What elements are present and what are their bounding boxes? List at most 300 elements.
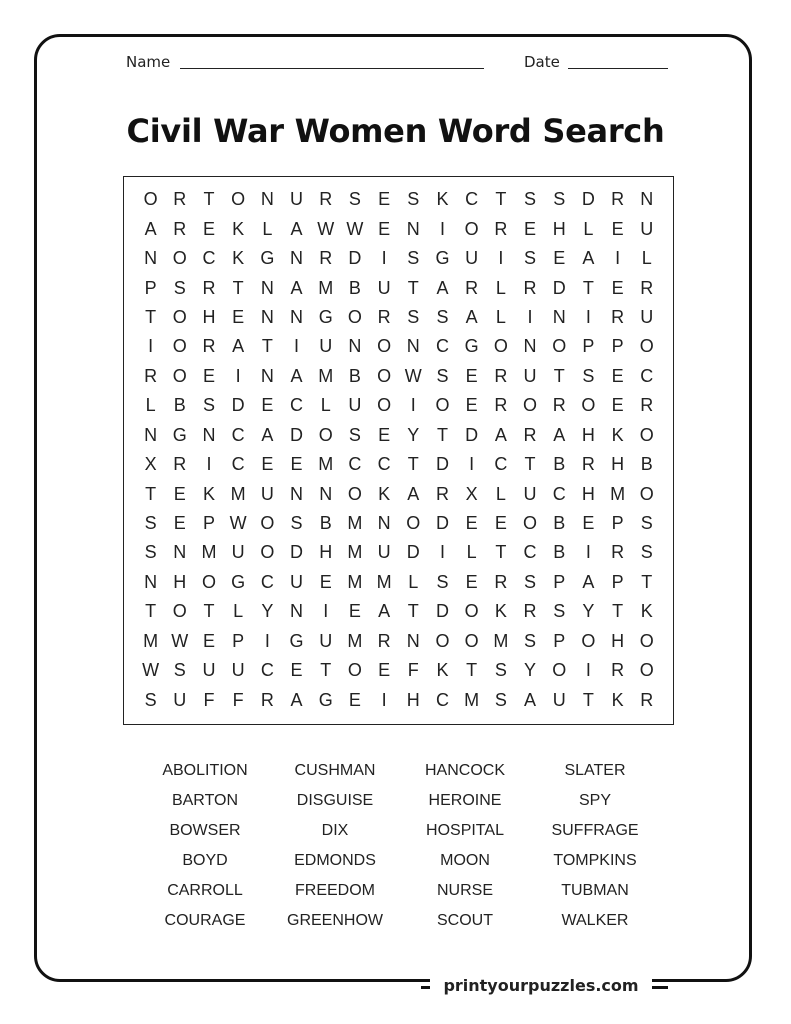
grid-cell: T bbox=[641, 571, 653, 592]
grid-cell: N bbox=[319, 483, 333, 504]
grid-cell: E bbox=[378, 189, 391, 210]
grid-cell: K bbox=[232, 248, 245, 269]
word-list-item: BARTON bbox=[171, 792, 239, 809]
grid-cell: P bbox=[553, 571, 566, 592]
grid-cell: G bbox=[260, 248, 275, 269]
grid-cell: O bbox=[639, 424, 654, 445]
grid-cell: S bbox=[348, 189, 361, 210]
grid-cell: G bbox=[464, 336, 479, 357]
word-list-item: SUFFRAGE bbox=[551, 822, 639, 839]
grid-cell: O bbox=[201, 571, 216, 592]
grid-cell: I bbox=[235, 365, 241, 386]
grid-cell: U bbox=[231, 542, 245, 563]
grid-cell: N bbox=[260, 306, 274, 327]
grid-cell: S bbox=[524, 189, 537, 210]
grid-cell: S bbox=[290, 513, 303, 534]
grid-cell: S bbox=[553, 189, 566, 210]
grid-cell: U bbox=[290, 571, 304, 592]
grid-cell: U bbox=[523, 365, 537, 386]
grid-cell: N bbox=[406, 630, 420, 651]
grid-cell: E bbox=[465, 513, 478, 534]
grid-cell: E bbox=[378, 660, 391, 681]
grid-cell: H bbox=[173, 571, 187, 592]
grid-cell: U bbox=[377, 277, 391, 298]
grid-cell: M bbox=[347, 542, 363, 563]
grid-cell: U bbox=[202, 660, 216, 681]
grid-cell: I bbox=[381, 689, 387, 710]
grid-cell: O bbox=[464, 630, 479, 651]
grid-cell: T bbox=[436, 424, 448, 445]
grid-cell: O bbox=[172, 336, 187, 357]
grid-cell: M bbox=[318, 277, 334, 298]
grid-cell: I bbox=[323, 601, 329, 622]
grid-cell: P bbox=[144, 277, 157, 298]
grid-cell: E bbox=[611, 277, 624, 298]
name-label: Name bbox=[126, 53, 171, 71]
grid-cell: D bbox=[290, 424, 304, 445]
grid-cell: K bbox=[611, 424, 624, 445]
grid-cell: O bbox=[523, 513, 538, 534]
grid-cell: O bbox=[493, 336, 508, 357]
grid-cell: G bbox=[318, 689, 333, 710]
grid-cell: S bbox=[524, 248, 537, 269]
word-list-item: TUBMAN bbox=[561, 882, 629, 899]
grid-cell: C bbox=[523, 542, 537, 563]
grid-cell: R bbox=[435, 483, 449, 504]
grid-cell: R bbox=[377, 306, 391, 327]
grid-cell: F bbox=[232, 689, 244, 710]
grid-cell: R bbox=[523, 277, 537, 298]
grid-cell: E bbox=[611, 365, 624, 386]
grid-cell: W bbox=[404, 365, 422, 386]
grid-cell: I bbox=[439, 218, 445, 239]
grid-cell: L bbox=[641, 248, 652, 269]
grid-cell: T bbox=[203, 601, 215, 622]
grid-cell: B bbox=[348, 277, 361, 298]
grid-cell: C bbox=[260, 571, 274, 592]
word-list-item: SPY bbox=[578, 792, 611, 809]
date-line[interactable] bbox=[568, 68, 668, 69]
grid-cell: M bbox=[376, 571, 392, 592]
grid-cell: R bbox=[523, 424, 537, 445]
grid-cell: S bbox=[494, 660, 507, 681]
grid-cell: F bbox=[203, 689, 215, 710]
grid-cell: R bbox=[581, 454, 595, 475]
grid-cell: E bbox=[348, 601, 361, 622]
grid-cell: U bbox=[231, 660, 245, 681]
grid-cell: T bbox=[553, 365, 565, 386]
grid-cell: O bbox=[523, 395, 538, 416]
word-list-item: NURSE bbox=[436, 882, 493, 899]
grid-cell: K bbox=[202, 483, 215, 504]
grid-cell: H bbox=[406, 689, 420, 710]
grid-cell: B bbox=[348, 365, 361, 386]
grid-cell: E bbox=[465, 571, 478, 592]
grid-cell: I bbox=[148, 336, 154, 357]
page-title: Civil War Women Word Search bbox=[126, 112, 665, 150]
grid-cell: M bbox=[610, 483, 626, 504]
grid-cell: D bbox=[435, 454, 449, 475]
grid-cell: O bbox=[377, 336, 392, 357]
grid-cell: T bbox=[407, 277, 419, 298]
grid-cell: I bbox=[527, 306, 533, 327]
grid-cell: M bbox=[464, 689, 480, 710]
grid-cell: A bbox=[582, 248, 595, 269]
grid-cell: R bbox=[552, 395, 566, 416]
grid-cell: M bbox=[347, 571, 363, 592]
grid-cell: E bbox=[202, 365, 215, 386]
grid-cell: N bbox=[377, 513, 391, 534]
grid-cell: A bbox=[378, 601, 391, 622]
grid-cell: A bbox=[290, 218, 303, 239]
grid-cell: E bbox=[378, 424, 391, 445]
grid-cell: E bbox=[202, 630, 215, 651]
grid-cell: S bbox=[348, 424, 361, 445]
grid-cell: B bbox=[553, 454, 566, 475]
grid-cell: O bbox=[172, 306, 187, 327]
grid-cell: O bbox=[435, 395, 450, 416]
grid-cell: S bbox=[436, 306, 449, 327]
grid-cell: U bbox=[290, 189, 304, 210]
grid-cell: R bbox=[611, 660, 625, 681]
word-list-item: BOWSER bbox=[169, 822, 241, 839]
grid-cell: R bbox=[319, 189, 333, 210]
grid-cell: U bbox=[640, 218, 654, 239]
grid-cell: S bbox=[144, 542, 157, 563]
grid-cell: Y bbox=[261, 601, 274, 622]
grid-cell: I bbox=[439, 542, 445, 563]
grid-cell: S bbox=[524, 571, 537, 592]
word-list-item: MOON bbox=[440, 852, 490, 869]
grid-cell: E bbox=[465, 365, 478, 386]
grid-cell: O bbox=[464, 218, 479, 239]
grid-cell: B bbox=[319, 513, 332, 534]
grid-cell: I bbox=[381, 248, 387, 269]
grid-cell: R bbox=[494, 395, 508, 416]
grid-cell: I bbox=[206, 454, 212, 475]
grid-cell: P bbox=[611, 571, 624, 592]
grid-cell: O bbox=[260, 513, 275, 534]
word-list-item: BOYD bbox=[182, 852, 228, 869]
grid-cell: H bbox=[202, 306, 216, 327]
grid-cell: U bbox=[348, 395, 362, 416]
grid-cell: O bbox=[347, 660, 362, 681]
grid-cell: B bbox=[173, 395, 186, 416]
name-line[interactable] bbox=[180, 68, 484, 69]
grid-cell: G bbox=[435, 248, 450, 269]
grid-cell: T bbox=[495, 189, 507, 210]
grid-cell: O bbox=[143, 189, 158, 210]
grid-cell: N bbox=[260, 277, 274, 298]
grid-cell: K bbox=[436, 660, 449, 681]
grid-cell: O bbox=[172, 365, 187, 386]
grid-cell: R bbox=[640, 689, 654, 710]
grid-cell: I bbox=[498, 248, 504, 269]
word-list-item: CARROLL bbox=[167, 882, 243, 899]
grid-cell: C bbox=[202, 248, 216, 269]
grid-cell: T bbox=[466, 660, 478, 681]
grid-cell: E bbox=[173, 483, 186, 504]
grid-cell: M bbox=[318, 365, 334, 386]
grid-cell: R bbox=[494, 365, 508, 386]
grid-cell: A bbox=[494, 424, 507, 445]
word-list-item: DIX bbox=[321, 822, 349, 839]
grid-cell: O bbox=[639, 336, 654, 357]
grid-cell: S bbox=[436, 571, 449, 592]
grid-cell: I bbox=[469, 454, 475, 475]
word-list-item: EDMONDS bbox=[294, 852, 376, 869]
grid-cell: A bbox=[290, 365, 303, 386]
grid-cell: A bbox=[553, 424, 566, 445]
grid-cell: R bbox=[465, 277, 479, 298]
grid-cell: E bbox=[553, 248, 566, 269]
grid-cell: N bbox=[523, 336, 537, 357]
grid-cell: N bbox=[260, 365, 274, 386]
grid-cell: C bbox=[435, 336, 449, 357]
grid-cell: A bbox=[582, 571, 595, 592]
grid-cell: U bbox=[377, 542, 391, 563]
grid-cell: C bbox=[465, 189, 479, 210]
word-list-item: CUSHMAN bbox=[294, 762, 376, 779]
grid-cell: I bbox=[294, 336, 300, 357]
grid-cell: T bbox=[582, 277, 594, 298]
grid-cell: R bbox=[611, 189, 625, 210]
grid-cell: S bbox=[436, 365, 449, 386]
grid-cell: O bbox=[318, 424, 333, 445]
grid-cell: N bbox=[290, 248, 304, 269]
grid-cell: S bbox=[640, 513, 653, 534]
grid-cell: E bbox=[290, 454, 303, 475]
grid-cell: L bbox=[583, 218, 594, 239]
grid-cell: N bbox=[552, 306, 566, 327]
grid-cell: H bbox=[552, 218, 566, 239]
grid-cell: N bbox=[640, 189, 654, 210]
grid-cell: K bbox=[232, 218, 245, 239]
grid-cell: R bbox=[173, 218, 187, 239]
grid-cell: I bbox=[615, 248, 621, 269]
grid-cell: O bbox=[552, 336, 567, 357]
grid-cell: M bbox=[347, 513, 363, 534]
grid-cell: E bbox=[319, 571, 332, 592]
grid-cell: M bbox=[201, 542, 217, 563]
grid-cell: M bbox=[493, 630, 509, 651]
grid-cell: L bbox=[495, 277, 506, 298]
grid-cell: S bbox=[173, 660, 186, 681]
grid-cell: T bbox=[495, 542, 507, 563]
grid-cell: N bbox=[144, 424, 158, 445]
word-list-item: DISGUISE bbox=[296, 792, 374, 809]
grid-cell: L bbox=[262, 218, 273, 239]
grid-cell: E bbox=[202, 218, 215, 239]
grid-cell: G bbox=[172, 424, 187, 445]
grid-cell: F bbox=[407, 660, 419, 681]
grid-cell: T bbox=[407, 601, 419, 622]
grid-cell: C bbox=[640, 365, 654, 386]
grid-cell: S bbox=[144, 513, 157, 534]
grid-cell: D bbox=[435, 513, 449, 534]
grid-cell: E bbox=[378, 218, 391, 239]
footer-site: printyourpuzzles.com bbox=[430, 966, 652, 1006]
grid-cell: P bbox=[553, 630, 566, 651]
grid-cell: G bbox=[289, 630, 304, 651]
grid-cell: B bbox=[553, 513, 566, 534]
word-list-item: GREENHOW bbox=[287, 912, 383, 929]
word-list-item: ABOLITION bbox=[162, 762, 248, 779]
grid-cell: A bbox=[465, 306, 478, 327]
letter-grid-box bbox=[123, 176, 674, 725]
grid-cell: D bbox=[231, 395, 245, 416]
grid-cell: M bbox=[143, 630, 159, 651]
grid-cell: S bbox=[173, 277, 186, 298]
grid-cell: E bbox=[290, 660, 303, 681]
grid-cell: R bbox=[202, 336, 216, 357]
grid-cell: O bbox=[347, 483, 362, 504]
grid-cell: W bbox=[229, 513, 247, 534]
grid-cell: H bbox=[319, 542, 333, 563]
grid-cell: L bbox=[466, 542, 477, 563]
grid-cell: O bbox=[464, 601, 479, 622]
footer-dash-right bbox=[652, 986, 668, 989]
letter-grid bbox=[136, 185, 661, 715]
word-list-item: TOMPKINS bbox=[553, 852, 637, 869]
grid-cell: D bbox=[552, 277, 566, 298]
grid-cell: W bbox=[317, 218, 335, 239]
grid-cell: K bbox=[640, 601, 653, 622]
grid-cell: R bbox=[611, 306, 625, 327]
grid-cell: O bbox=[435, 630, 450, 651]
grid-cell: N bbox=[173, 542, 187, 563]
grid-cell: Y bbox=[582, 601, 595, 622]
grid-cell: T bbox=[261, 336, 273, 357]
grid-cell: U bbox=[640, 306, 654, 327]
grid-cell: O bbox=[377, 395, 392, 416]
grid-cell: C bbox=[348, 454, 362, 475]
grid-cell: R bbox=[640, 277, 654, 298]
grid-cell: D bbox=[348, 248, 362, 269]
grid-cell: A bbox=[436, 277, 449, 298]
grid-cell: O bbox=[581, 395, 596, 416]
grid-cell: L bbox=[408, 571, 419, 592]
grid-cell: O bbox=[172, 248, 187, 269]
grid-cell: O bbox=[377, 365, 392, 386]
grid-cell: O bbox=[347, 306, 362, 327]
grid-cell: W bbox=[142, 660, 160, 681]
grid-cell: A bbox=[232, 336, 245, 357]
grid-cell: E bbox=[173, 513, 186, 534]
grid-cell: D bbox=[465, 424, 479, 445]
grid-cell: N bbox=[290, 483, 304, 504]
grid-cell: S bbox=[553, 601, 566, 622]
grid-cell: D bbox=[290, 542, 304, 563]
grid-cell: R bbox=[173, 189, 187, 210]
grid-cell: D bbox=[406, 542, 420, 563]
grid-cell: L bbox=[320, 395, 331, 416]
grid-cell: K bbox=[436, 189, 449, 210]
grid-cell: D bbox=[581, 189, 595, 210]
grid-cell: L bbox=[145, 395, 156, 416]
grid-cell: R bbox=[260, 689, 274, 710]
grid-cell: C bbox=[231, 424, 245, 445]
grid-cell: R bbox=[494, 218, 508, 239]
word-list-item: WALKER bbox=[561, 912, 629, 929]
grid-cell: A bbox=[261, 424, 274, 445]
grid-cell: E bbox=[611, 218, 624, 239]
grid-cell: P bbox=[232, 630, 245, 651]
grid-cell: R bbox=[523, 601, 537, 622]
grid-cell: B bbox=[640, 454, 653, 475]
grid-cell: X bbox=[144, 454, 157, 475]
grid-cell: R bbox=[640, 395, 654, 416]
grid-cell: G bbox=[231, 571, 246, 592]
grid-cell: O bbox=[172, 601, 187, 622]
grid-cell: T bbox=[145, 483, 157, 504]
date-label: Date bbox=[524, 53, 560, 71]
grid-cell: A bbox=[407, 483, 420, 504]
grid-cell: T bbox=[407, 454, 419, 475]
grid-cell: S bbox=[144, 689, 157, 710]
grid-cell: C bbox=[290, 395, 304, 416]
grid-cell: S bbox=[202, 395, 215, 416]
grid-cell: R bbox=[319, 248, 333, 269]
grid-cell: O bbox=[639, 630, 654, 651]
grid-cell: C bbox=[260, 660, 274, 681]
grid-cell: C bbox=[231, 454, 245, 475]
grid-cell: N bbox=[406, 218, 420, 239]
grid-cell: N bbox=[144, 248, 158, 269]
grid-cell: I bbox=[410, 395, 416, 416]
grid-cell: A bbox=[290, 689, 303, 710]
grid-cell: P bbox=[611, 336, 624, 357]
word-list bbox=[140, 756, 660, 936]
grid-cell: S bbox=[524, 630, 537, 651]
grid-cell: G bbox=[318, 306, 333, 327]
grid-cell: E bbox=[611, 395, 624, 416]
grid-cell: I bbox=[264, 630, 270, 651]
grid-cell: U bbox=[319, 336, 333, 357]
grid-cell: T bbox=[203, 189, 215, 210]
grid-cell: C bbox=[377, 454, 391, 475]
grid-cell: T bbox=[145, 306, 157, 327]
grid-cell: S bbox=[494, 689, 507, 710]
word-list-item: HEROINE bbox=[428, 792, 502, 809]
grid-cell: D bbox=[435, 601, 449, 622]
grid-cell: S bbox=[640, 542, 653, 563]
word-list-item: SLATER bbox=[564, 762, 626, 779]
grid-cell: T bbox=[582, 689, 594, 710]
grid-cell: O bbox=[231, 189, 246, 210]
grid-cell: W bbox=[171, 630, 189, 651]
grid-cell: O bbox=[639, 660, 654, 681]
word-list-item: FREEDOM bbox=[295, 882, 375, 899]
word-list-item: HOSPITAL bbox=[426, 822, 504, 839]
grid-cell: O bbox=[552, 660, 567, 681]
grid-cell: T bbox=[524, 454, 536, 475]
grid-cell: O bbox=[639, 483, 654, 504]
grid-cell: N bbox=[260, 189, 274, 210]
grid-cell: W bbox=[346, 218, 364, 239]
grid-cell: H bbox=[611, 630, 625, 651]
grid-cell: R bbox=[173, 454, 187, 475]
grid-cell: E bbox=[261, 454, 274, 475]
grid-cell: A bbox=[144, 218, 157, 239]
grid-cell: C bbox=[552, 483, 566, 504]
grid-cell: S bbox=[407, 306, 420, 327]
grid-cell: T bbox=[612, 601, 624, 622]
grid-cell: S bbox=[407, 189, 420, 210]
grid-cell: U bbox=[465, 248, 479, 269]
grid-cell: I bbox=[585, 660, 591, 681]
grid-cell: T bbox=[145, 601, 157, 622]
